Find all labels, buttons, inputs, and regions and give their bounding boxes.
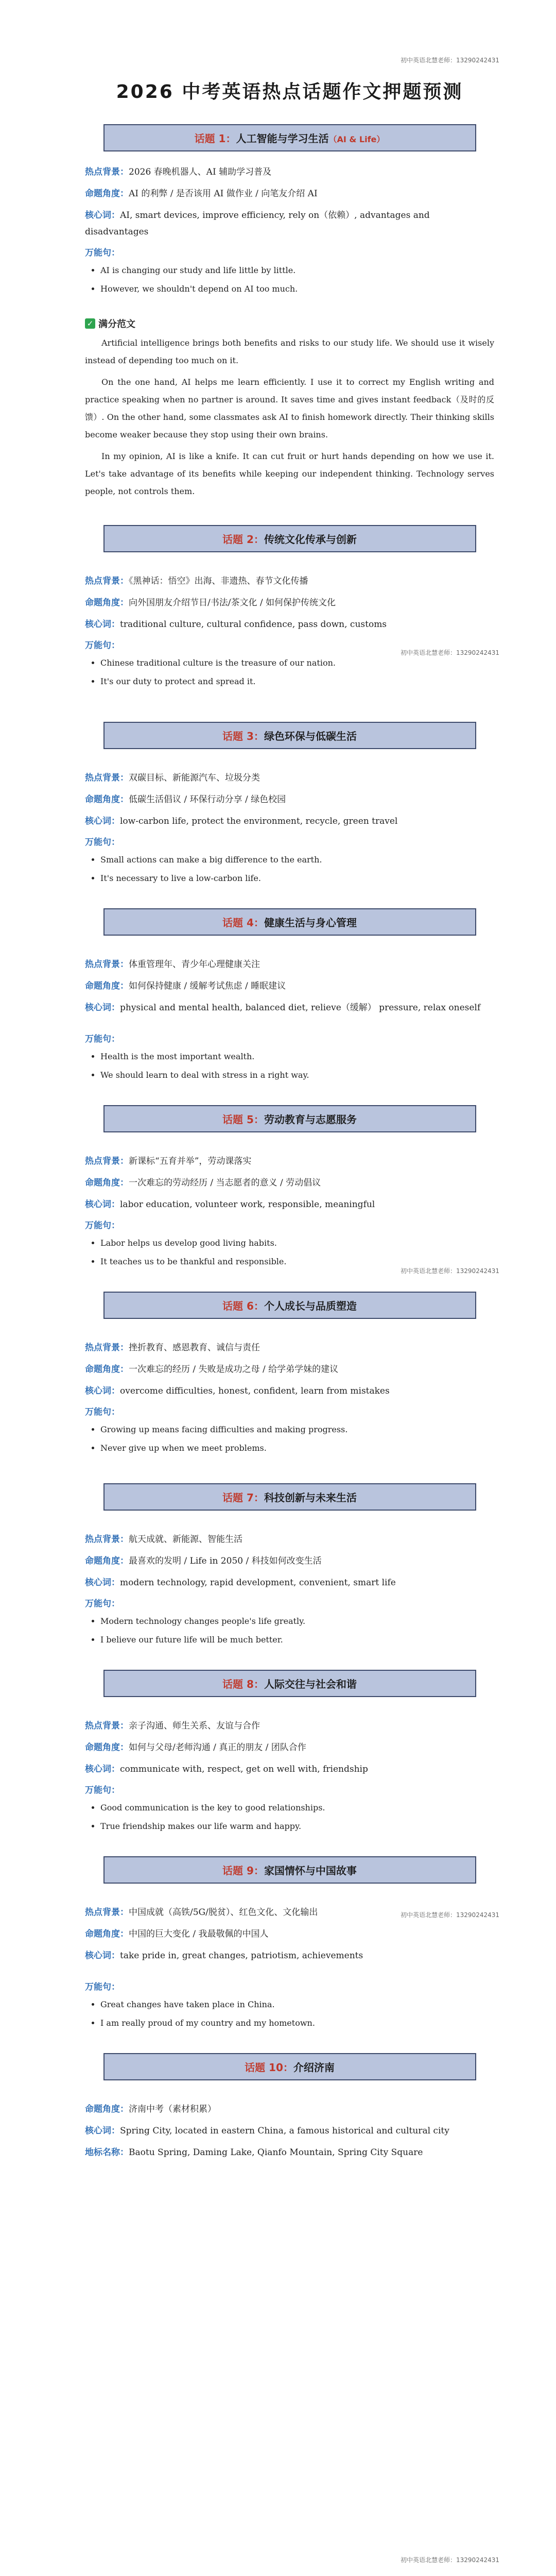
angle-label: 命题角度：: [85, 189, 129, 199]
angle-text: 最喜欢的发明 / Life in 2050 / 科技如何改变生活: [129, 1556, 322, 1566]
topic-name: 劳动教育与志愿服务: [264, 1113, 357, 1126]
watermark: 初中英语北慧老师：13290242431: [401, 57, 499, 64]
topic-6-angle: [85, 1361, 494, 1378]
topic-name: 传统文化传承与创新: [264, 533, 357, 546]
topic-6-sentences: [85, 1420, 494, 1458]
topic-10-core: [85, 2123, 494, 2139]
hot-label: 热点背景：: [85, 1534, 129, 1545]
topic-3-sentences: [85, 851, 494, 888]
hot-text: 双碳目标、新能源汽车、垃圾分类: [129, 773, 260, 783]
angle-text: 济南中考（素材积累）: [129, 2104, 216, 2114]
topic-1-header: [103, 124, 476, 151]
sentences-label: 万能句：: [85, 1034, 120, 1044]
topic-9-core: [85, 1947, 494, 1964]
core-label: 核心词：: [85, 619, 120, 630]
hot-text: 挫折教育、感恩教育、诚信与责任: [129, 1343, 260, 1353]
core-text: labor education, volunteer work, responsible, meaningful: [120, 1199, 375, 1210]
hot-label: 热点背景：: [85, 576, 129, 586]
topic-number: 话题 8：: [222, 1678, 264, 1690]
core-label: 核心词：: [85, 1578, 120, 1588]
angle-label: 命题角度：: [85, 2104, 129, 2114]
core-text: communicate with, respect, get on well with, friendship: [120, 1764, 368, 1774]
core-text: physical and mental health, balanced diet, relieve（缓解） pressure, relax oneself: [120, 1003, 481, 1013]
essay-paragraph: On the one hand, AI helps me learn efficiently. I use it to correct my English writing and practice speaking when no partner is around. It saves time and gives instant feedback（及时的反馈）. On the other hand, some classmates ask AI to finish homework directly. Their thinking skills become weaker because they stop using their own brains.: [85, 377, 494, 439]
sentence-item: • Good communication is the key to good relationships.: [100, 1799, 494, 1817]
sentence-item: • It's necessary to live a low-carbon life.: [100, 869, 494, 888]
topic-8-core: [85, 1761, 494, 1777]
topic-english: （AI & Life）: [328, 134, 385, 144]
angle-text: 中国的巨大变化 / 我最敬佩的中国人: [129, 1929, 269, 1939]
sentence-item: • Small actions can make a big difference to the earth.: [100, 851, 494, 869]
hot-text: 体重管理年、青少年心理健康关注: [129, 959, 260, 970]
topic-2-header: [103, 525, 476, 552]
hot-text: 2026 春晚机器人、AI 辅助学习普及: [129, 167, 272, 177]
topic-6-hot: [85, 1340, 494, 1356]
topic-3-header: [103, 722, 476, 749]
angle-text: 一次难忘的劳动经历 / 当志愿者的意义 / 劳动倡议: [129, 1178, 321, 1188]
sentences-label: 万能句：: [85, 1599, 120, 1609]
topic-6-core: [85, 1383, 494, 1399]
sentence-item: • Great changes have taken place in China.: [100, 1995, 494, 2014]
topic-5-sentences: [85, 1234, 494, 1271]
topic-10-landmarks: [85, 2144, 494, 2161]
topic-10-header: [103, 2053, 476, 2080]
sentence-item: • However, we shouldn't depend on AI too much.: [100, 280, 494, 298]
sentences-label: 万能句：: [85, 640, 120, 651]
topic-name: 介绍济南: [293, 2061, 335, 2074]
sentence-item: • Never give up when we meet problems.: [100, 1439, 494, 1458]
topic-number: 话题 2：: [222, 533, 264, 546]
topic-4-core: [85, 999, 494, 1016]
topic-9-header: [103, 1856, 476, 1884]
core-label: 核心词：: [85, 2126, 120, 2136]
hot-text: 中国成就（高铁/5G/脱贫）、红色文化、文化输出: [129, 1907, 318, 1918]
checkmark-icon: ✓: [85, 318, 95, 329]
sentence-item: • We should learn to deal with stress in a right way.: [100, 1066, 494, 1084]
topic-number: 话题 9：: [222, 1865, 264, 1877]
topic-4-sentences: [85, 1047, 494, 1084]
angle-label: 命题角度：: [85, 1556, 129, 1566]
hot-label: 热点背景：: [85, 1343, 129, 1353]
topic-name: 家国情怀与中国故事: [264, 1865, 357, 1877]
angle-text: 低碳生活倡议 / 环保行动分享 / 绿色校园: [129, 794, 286, 805]
topic-7-core: [85, 1574, 494, 1591]
core-text: overcome difficulties, honest, confident, learn from mistakes: [120, 1386, 390, 1396]
topic-name: 健康生活与身心管理: [264, 917, 357, 929]
angle-label: 命题角度：: [85, 1742, 129, 1753]
sentence-item: • Growing up means facing difficulties and making progress.: [100, 1420, 494, 1439]
core-text: low-carbon life, protect the environment, recycle, green travel: [120, 816, 398, 826]
core-text: modern technology, rapid development, convenient, smart life: [120, 1578, 396, 1588]
sentences-label: 万能句：: [85, 1982, 120, 1992]
core-label: 核心词：: [85, 1764, 120, 1774]
topic-7-header: [103, 1483, 476, 1511]
hot-text: 亲子沟通、师生关系、友谊与合作: [129, 1721, 260, 1731]
angle-label: 命题角度：: [85, 981, 129, 991]
sentences-label: 万能句：: [85, 1785, 120, 1795]
topic-number: 话题 6：: [222, 1300, 264, 1312]
topic-8-sentences: [85, 1799, 494, 1836]
page-title: 2026 中考英语热点话题作文押题预测: [116, 81, 463, 103]
topic-number: 话题 4：: [222, 917, 264, 929]
topic-3-hot: [85, 770, 494, 786]
topic-name: 科技创新与未来生活: [264, 1492, 357, 1504]
topic-4-header: [103, 908, 476, 936]
hot-label: 热点背景：: [85, 1156, 129, 1166]
topic-2-angle: [85, 595, 494, 611]
sentence-item: • I believe our future life will be much better.: [100, 1631, 494, 1649]
sentence-item: • Modern technology changes people's life greatly.: [100, 1612, 494, 1631]
core-label: 核心词：: [85, 1951, 120, 1961]
topic-9-sentences: [85, 1995, 494, 2032]
essay-paragraph: In my opinion, AI is like a knife. It can cut fruit or hurt hands depending on how we use it. Let's take advantage of its benefits while keeping our independent thinking. Technology serves people, not controls them.: [85, 451, 494, 496]
sentence-item: • Labor helps us develop good living habits.: [100, 1234, 494, 1252]
topic-3-core: [85, 813, 494, 829]
hot-label: 热点背景：: [85, 959, 129, 970]
angle-text: 如何与父母/老师沟通 / 真正的朋友 / 团队合作: [129, 1742, 306, 1753]
topic-7-angle: [85, 1553, 494, 1569]
hot-label: 热点背景：: [85, 1721, 129, 1731]
angle-text: 向外国朋友介绍节日/书法/茶文化 / 如何保护传统文化: [129, 598, 336, 608]
topic-4-hot: [85, 956, 494, 973]
angle-text: AI 的利弊 / 是否该用 AI 做作业 / 向笔友介绍 AI: [129, 189, 318, 199]
topic-8-angle: [85, 1739, 494, 1756]
topic-name: 人际交往与社会和谐: [264, 1678, 357, 1690]
topic-name: 人工智能与学习生活: [236, 132, 329, 145]
sentence-item: • True friendship makes our life warm and happy.: [100, 1817, 494, 1836]
sentence-item: • AI is changing our study and life little by little.: [100, 261, 494, 280]
angle-text: 如何保持健康 / 缓解考试焦虑 / 睡眠建议: [129, 981, 286, 991]
topic-1-hot: [85, 164, 494, 180]
topic-5-header: [103, 1105, 476, 1132]
angle-label: 命题角度：: [85, 598, 129, 608]
hot-label: 热点背景：: [85, 167, 129, 177]
sentence-item: • Chinese traditional culture is the treasure of our nation.: [100, 654, 494, 672]
watermark: 初中英语北慧老师：13290242431: [401, 1911, 499, 1919]
sentence-item: • It teaches us to be thankful and responsible.: [100, 1252, 494, 1271]
topic-1-angle: [85, 185, 494, 202]
angle-text: 一次难忘的经历 / 失败是成功之母 / 给学弟学妹的建议: [129, 1364, 339, 1375]
topic-6-header: [103, 1292, 476, 1319]
topic-8-hot: [85, 1718, 494, 1734]
topic-number: 话题 7：: [222, 1492, 264, 1504]
angle-label: 命题角度：: [85, 1364, 129, 1375]
hot-text: 新课标“五育并举”，劳动课落实: [129, 1156, 252, 1166]
topic-2-core: [85, 616, 494, 633]
sentence-item: • I am really proud of my country and my hometown.: [100, 2014, 494, 2032]
core-label: 核心词：: [85, 1386, 120, 1396]
topic-10-angle: [85, 2101, 494, 2117]
topic-5-core: [85, 1196, 494, 1213]
core-text: traditional culture, cultural confidence, pass down, customs: [120, 619, 387, 630]
core-label: 核心词：: [85, 816, 120, 826]
topic-name: 个人成长与品质塑造: [264, 1300, 357, 1312]
core-label: 核心词：: [85, 1199, 120, 1210]
topic-4-angle: [85, 978, 494, 994]
landmarks-text: Baotu Spring, Daming Lake, Qianfo Mountain, Spring City Square: [129, 2147, 423, 2158]
essay-paragraph: Artificial intelligence brings both benefits and risks to our study life. We should use it wisely instead of depending too much on it.: [85, 338, 494, 365]
landmarks-label: 地标名称：: [85, 2147, 129, 2158]
angle-label: 命题角度：: [85, 1178, 129, 1188]
topic-8-header: [103, 1670, 476, 1697]
topic-3-angle: [85, 791, 494, 808]
core-text: take pride in, great changes, patriotism, achievements: [120, 1951, 363, 1961]
hot-text: 《黑神话：悟空》出海、非遗热、春节文化传播: [129, 576, 308, 586]
sentences-label: 万能句：: [85, 1221, 120, 1231]
topic-name: 绿色环保与低碳生活: [264, 730, 357, 742]
topic-number: 话题 3：: [222, 730, 264, 742]
topic-7-hot: [85, 1531, 494, 1548]
core-label: 核心词：: [85, 210, 120, 221]
hot-label: 热点背景：: [85, 1907, 129, 1918]
topic-5-hot: [85, 1153, 494, 1170]
essay-heading: [85, 317, 494, 330]
hot-label: 热点背景：: [85, 773, 129, 783]
angle-label: 命题角度：: [85, 794, 129, 805]
sentences-label: 万能句：: [85, 1407, 120, 1417]
hot-text: 航天成就、新能源、智能生活: [129, 1534, 242, 1545]
topic-1-sentences: [85, 261, 494, 298]
angle-label: 命题角度：: [85, 1929, 129, 1939]
sentence-item: • It's our duty to protect and spread it.: [100, 672, 494, 691]
watermark: 初中英语北慧老师：13290242431: [401, 1267, 499, 1275]
sentence-item: • Health is the most important wealth.: [100, 1047, 494, 1066]
core-text: Spring City, located in eastern China, a famous historical and cultural city: [120, 2126, 449, 2136]
model-essay: [85, 334, 494, 500]
sentences-label: 万能句：: [85, 837, 120, 848]
topic-number: 话题 1：: [194, 132, 236, 145]
topic-1-core: [85, 207, 494, 240]
topic-2-sentences: [85, 654, 494, 691]
topic-5-angle: [85, 1175, 494, 1191]
watermark: 初中英语北慧老师：13290242431: [401, 2556, 499, 2564]
watermark: 初中英语北慧老师：13290242431: [401, 649, 499, 656]
topic-2-hot: [85, 573, 494, 589]
topic-9-angle: [85, 1926, 494, 1942]
core-label: 核心词：: [85, 1003, 120, 1013]
core-text: AI, smart devices, improve efficiency, rely on（依赖）, advantages and disadvantages: [85, 210, 430, 237]
topic-number: 话题 10：: [245, 2061, 293, 2074]
topic-7-sentences: [85, 1612, 494, 1649]
sentences-label: 万能句：: [85, 248, 120, 258]
essay-title: 满分范文: [98, 319, 135, 330]
topic-number: 话题 5：: [222, 1113, 264, 1126]
